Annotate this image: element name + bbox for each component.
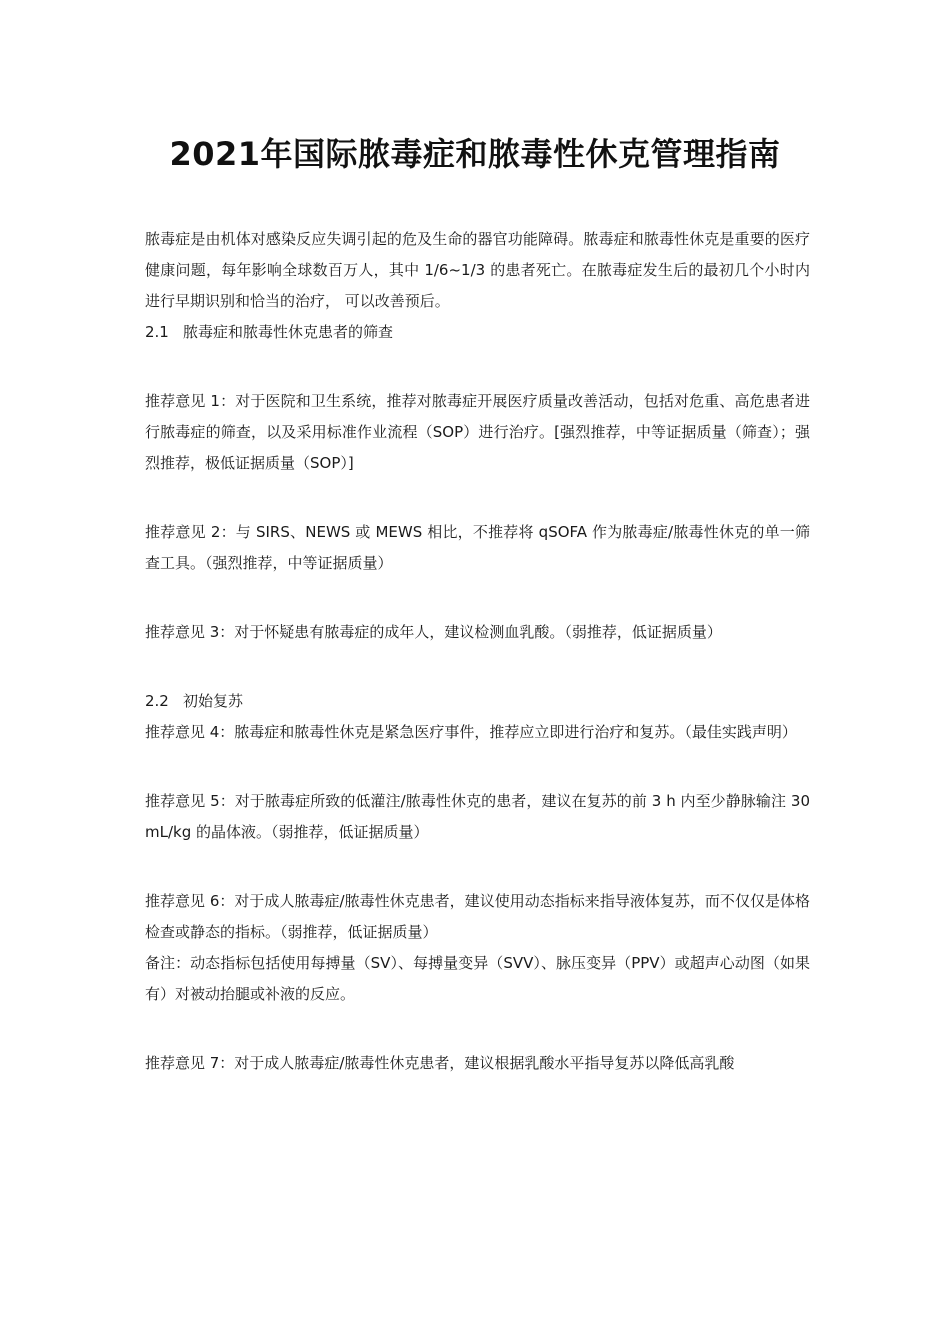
recommendation-5: 推荐意见 5：对于脓毒症所致的低灌注/脓毒性休克的患者，建议在复苏的前 3 h 内至少静脉输注 30 mL/kg 的晶体液。（弱推荐，低证据质量） — [145, 792, 810, 841]
spacer — [145, 848, 810, 886]
section-number: 2.1 — [145, 323, 169, 341]
section-heading-2-1 — [145, 317, 810, 348]
spacer — [145, 748, 810, 786]
document-body — [145, 224, 810, 1079]
recommendation-6-note: 备注：动态指标包括使用每搏量（SV）、每搏量变异（SVV）、脉压变异（PPV）或超声心动图（如果有）对被动抬腿或补液的反应。 — [145, 954, 810, 1003]
recommendation-4: 推荐意见 4：脓毒症和脓毒性休克是紧急医疗事件，推荐应立即进行治疗和复苏。（最佳实践声明） — [145, 723, 797, 741]
section-title: 脓毒症和脓毒性休克患者的筛查 — [183, 323, 394, 341]
spacer — [145, 579, 810, 617]
spacer — [145, 348, 810, 386]
recommendation-7: 推荐意见 7：对于成人脓毒症/脓毒性休克患者，建议根据乳酸水平指导复苏以降低高乳酸 — [145, 1054, 735, 1072]
document-title: 2021年国际脓毒症和脓毒性休克管理指南 — [169, 135, 781, 173]
recommendation-6: 推荐意见 6：对于成人脓毒症/脓毒性休克患者，建议使用动态指标来指导液体复苏，而不仅仅是体格检查或静态的指标。（弱推荐，低证据质量） — [145, 892, 810, 941]
spacer — [145, 648, 810, 686]
recommendation-3: 推荐意见 3：对于怀疑患有脓毒症的成年人，建议检测血乳酸。（弱推荐，低证据质量） — [145, 623, 722, 641]
intro-paragraph: 脓毒症是由机体对感染反应失调引起的危及生命的器官功能障碍。脓毒症和脓毒性休克是重要的医疗健康问题，每年影响全球数百万人，其中 1/6~1/3 的患者死亡。在脓毒症发生后的最初几个小时内进行早期识别和恰当的治疗， 可以改善预后。 — [145, 230, 810, 310]
recommendation-1: 推荐意见 1：对于医院和卫生系统，推荐对脓毒症开展医疗质量改善活动，包括对危重、高危患者进行脓毒症的筛查，以及采用标准作业流程（SOP）进行治疗。[强烈推荐，中等证据质量（筛查）；强烈推荐，极低证据质量（SOP）] — [145, 392, 810, 472]
recommendation-2: 推荐意见 2：与 SIRS、NEWS 或 MEWS 相比，不推荐将 qSOFA 作为脓毒症/脓毒性休克的单一筛查工具。（强烈推荐，中等证据质量） — [145, 523, 810, 572]
spacer — [145, 1010, 810, 1048]
section-heading-2-2 — [145, 686, 810, 717]
section-number: 2.2 — [145, 692, 169, 710]
section-title: 初始复苏 — [183, 692, 244, 710]
spacer — [145, 479, 810, 517]
